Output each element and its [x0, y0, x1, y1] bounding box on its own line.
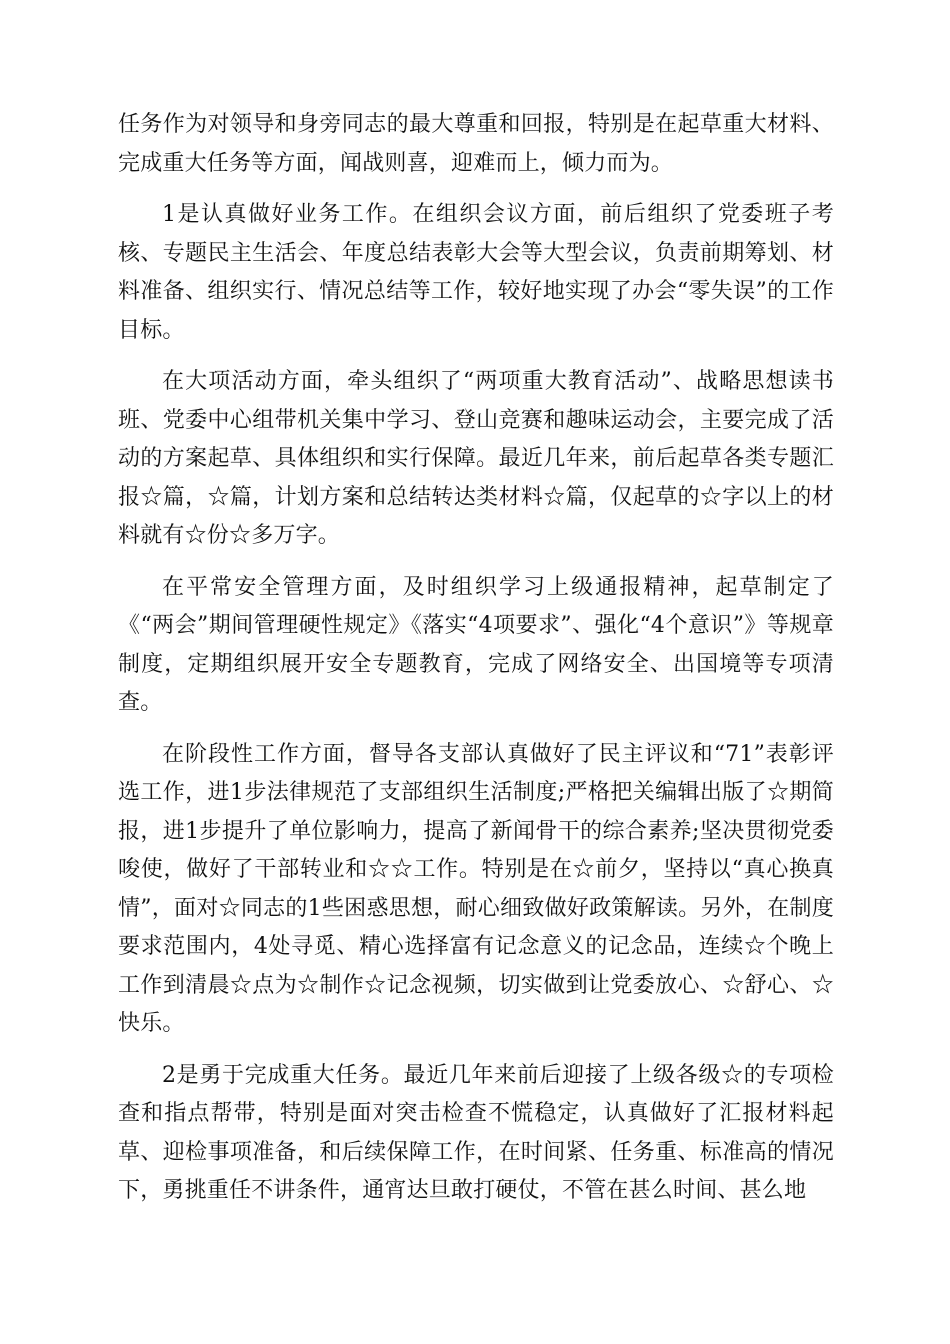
- document-body: [118, 106, 834, 1224]
- paragraph-major-tasks: 2是勇于完成重大任务。最近几年来前后迎接了上级各级☆的专项检查和指点帮带，特别是面对突击检查不慌稳定，认真做好了汇报材料起草、迎检事项准备，和后续保障工作，在时间紧、任务重、标准高的情况下，勇挑重任不讲条件，通宵达旦敢打硬仗，不管在甚么时间、甚么地: [118, 1062, 834, 1203]
- paragraph-major-activities: 在大项活动方面，牵头组织了“两项重大教育活动”、战略思想读书班、党委中心组带机关集中学习、登山竞赛和趣味运动会，主要完成了活动的方案起草、具体组织和实行保障。最近几年来，前后起草各类专题汇报☆篇，☆篇，计划方案和总结转达类材料☆篇，仅起草的☆字以上的材料就有☆份☆多万字。: [118, 369, 834, 548]
- paragraph-continuation: 任务作为对领导和身旁同志的最大尊重和回报，特别是在起草重大材料、完成重大任务等方面，闻战则喜，迎难而上，倾力而为。: [118, 112, 834, 176]
- paragraph-phased-work: 在阶段性工作方面，督导各支部认真做好了民主评议和“71”表彰评选工作，进1步法律规范了支部组织生活制度;严格把关编辑出版了☆期简报，进1步提升了单位影响力，提高了新闻骨干的综合素养;坚决贯彻党委唆使，做好了干部转业和☆☆工作。特别是在☆前夕，坚持以“真心换真情”，面对☆同志的1些困惑思想，耐心细致做好政策解读。另外，在制度要求范围内，4处寻觅、精心选择富有记念意义的记念品，连续☆个晚上工作到清晨☆点为☆制作☆记念视频，切实做到让党委放心、☆舒心、☆快乐。: [118, 741, 834, 1036]
- paragraph-business-work: 1是认真做好业务工作。在组织会议方面，前后组织了党委班子考核、专题民主生活会、年度总结表彰大会等大型会议，负责前期筹划、材料准备、组织实行、情况总结等工作，较好地实现了办会“零失误”的工作目标。: [118, 202, 834, 343]
- paragraph-safety-management: 在平常安全管理方面，及时组织学习上级通报精神，起草制定了《“两会”期间管理硬性规定》《落实“4项要求”、强化“4个意识”》等规章制度，定期组织展开安全专题教育，完成了网络安全、出国境等专项清查。: [118, 574, 834, 715]
